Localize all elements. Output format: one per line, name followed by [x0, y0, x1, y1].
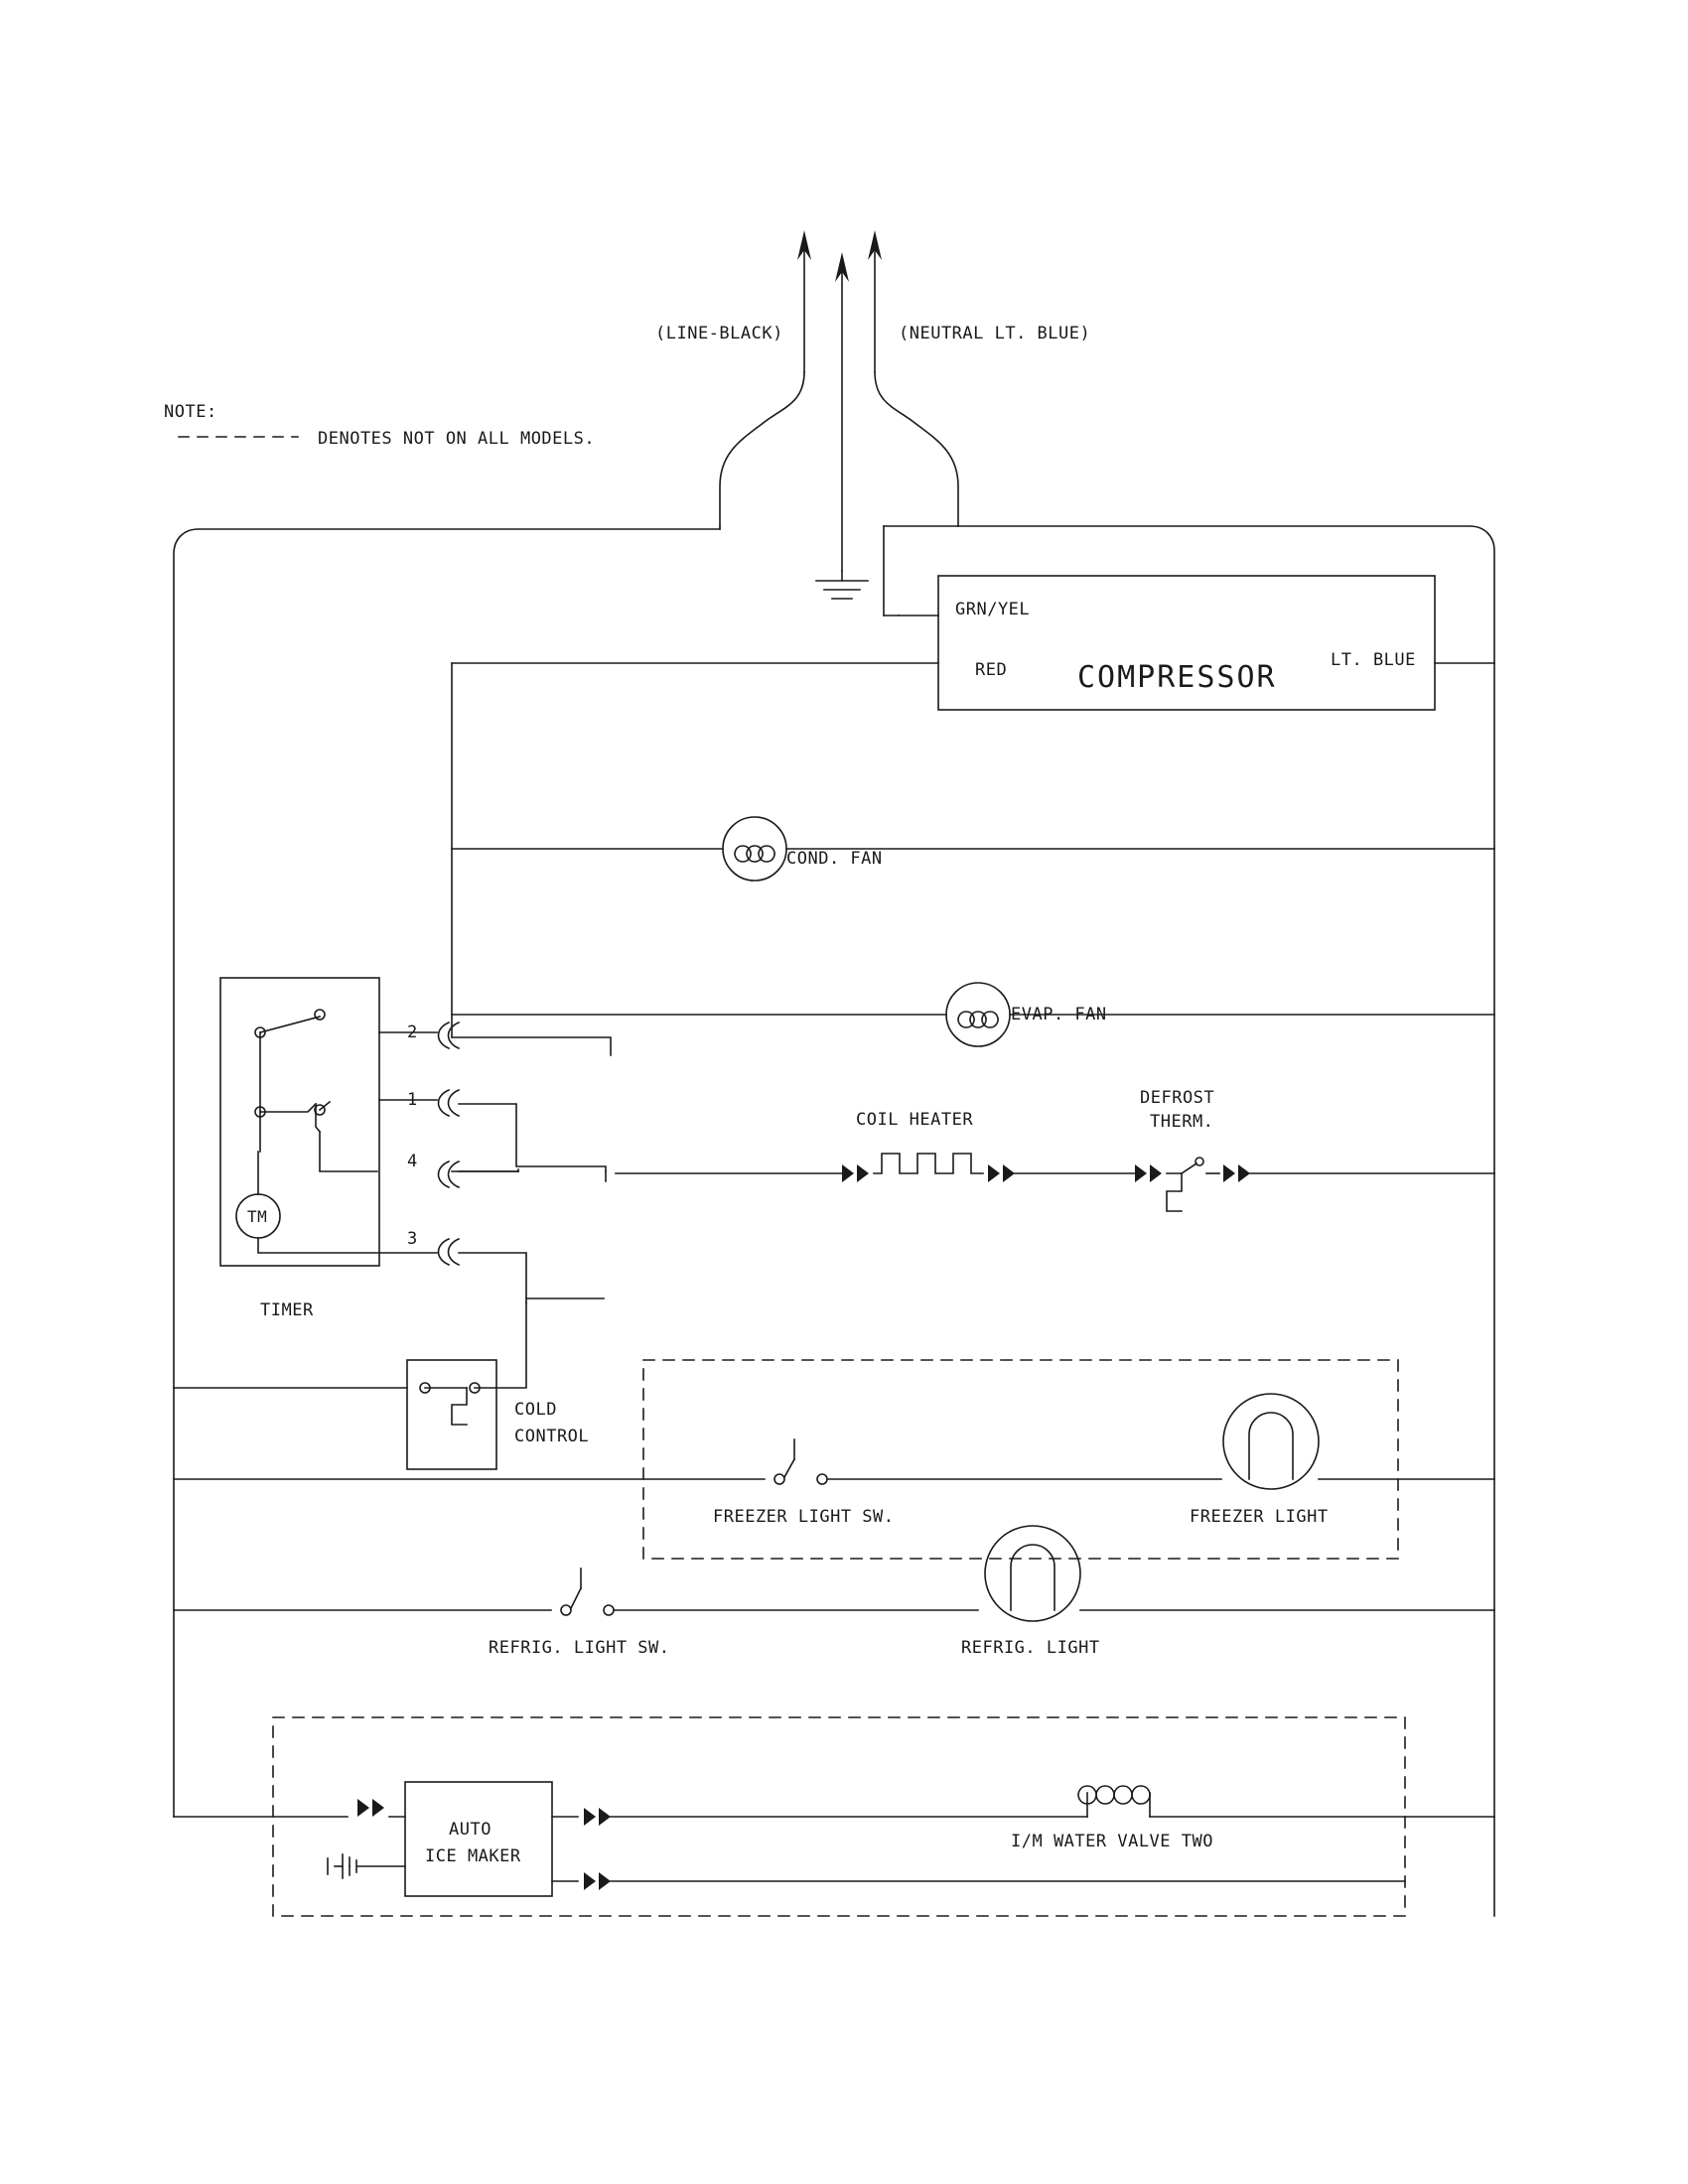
- timer-label: TIMER: [260, 1300, 314, 1320]
- ground-symbol: [816, 571, 868, 599]
- evap-fan-label: EVAP. FAN: [1011, 1005, 1107, 1024]
- compressor-wires: [452, 615, 1494, 1037]
- timer-terminal-1: 1: [407, 1090, 418, 1110]
- compressor-lt-blue-label: LT. BLUE: [1331, 650, 1416, 670]
- cold-control-label-1: COLD: [514, 1400, 557, 1420]
- defrost-therm-label-1: DEFROST: [1140, 1088, 1215, 1108]
- supply-cord-routing: [720, 372, 958, 615]
- neutral-label: (NEUTRAL LT. BLUE): [899, 324, 1091, 343]
- refrig-light-circuit: [174, 1526, 1494, 1621]
- refrig-light-label: REFRIG. LIGHT: [961, 1638, 1100, 1658]
- line-black-label: (LINE-BLACK): [655, 324, 783, 343]
- compressor-label: COMPRESSOR: [1077, 660, 1277, 695]
- timer-terminals: [379, 1023, 459, 1265]
- defrost-therm-label-2: THERM.: [1150, 1112, 1214, 1132]
- supply-cord-arrows: [797, 230, 882, 571]
- compressor-red-label: RED: [975, 660, 1008, 680]
- freezer-light-sw-label: FREEZER LIGHT SW.: [713, 1507, 895, 1527]
- ice-maker-circuit: [174, 1782, 1494, 1896]
- cold-control-label-2: CONTROL: [514, 1427, 590, 1446]
- auto-ice-maker-label-1: AUTO: [449, 1820, 492, 1840]
- cond-fan-label: COND. FAN: [786, 849, 883, 869]
- freezer-dashed-box: [643, 1360, 1398, 1559]
- timer-terminal-2: 2: [407, 1023, 418, 1042]
- freezer-light-label: FREEZER LIGHT: [1190, 1507, 1329, 1527]
- refrig-light-sw-label: REFRIG. LIGHT SW.: [489, 1638, 670, 1658]
- im-water-valve-label: I/M WATER VALVE TWO: [1011, 1832, 1213, 1851]
- freezer-light-circuit: [174, 1394, 1494, 1489]
- timer-terminal-4: 4: [407, 1152, 418, 1171]
- cond-fan-circuit: [452, 817, 1494, 881]
- auto-ice-maker-label-2: ICE MAKER: [425, 1846, 521, 1866]
- note-text: DENOTES NOT ON ALL MODELS.: [318, 429, 596, 449]
- compressor-grn-yel-label: GRN/YEL: [955, 600, 1031, 619]
- timer-motor-label: TM: [247, 1207, 268, 1226]
- coil-heater-label: COIL HEATER: [856, 1110, 974, 1130]
- timer-terminal-3: 3: [407, 1229, 418, 1249]
- evap-fan-circuit: [452, 983, 1494, 1055]
- cabinet-outline: [174, 526, 1494, 1916]
- note-heading: NOTE:: [164, 402, 217, 422]
